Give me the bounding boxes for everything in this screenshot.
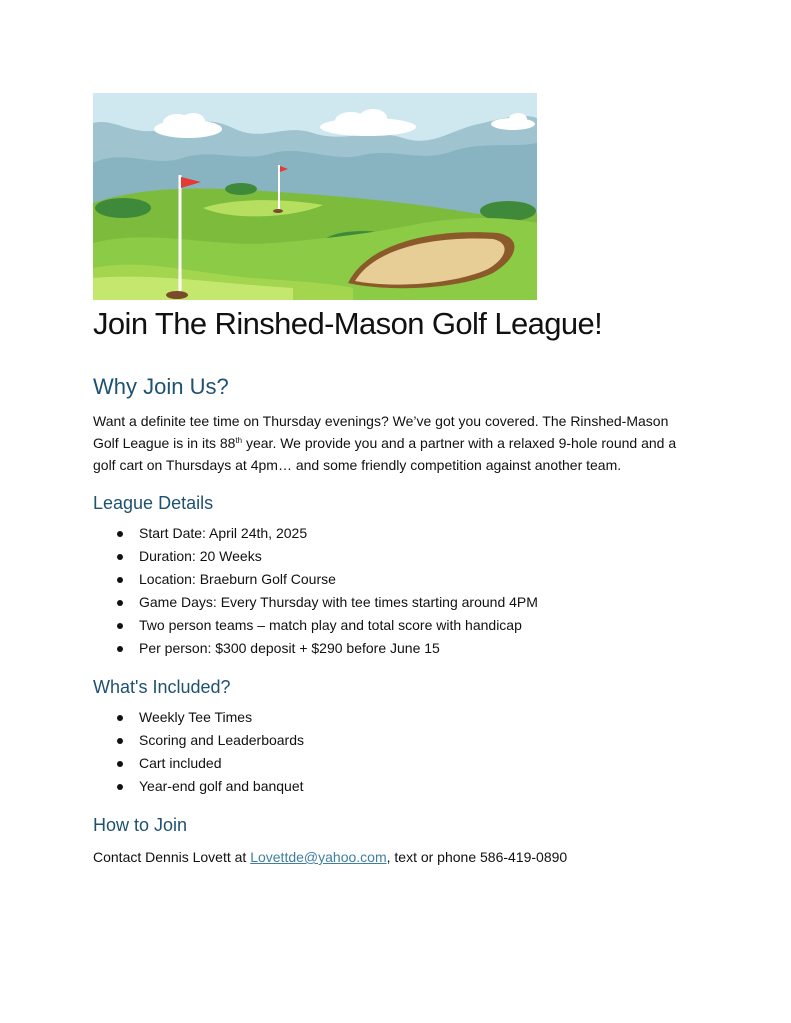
- why-text-part1: Want a definite tee time on Thursday evenings? We’ve got you covered. The Rinshed-Mason Golf League is in its 88: [93, 413, 669, 451]
- golf-course-illustration: [93, 93, 537, 300]
- flyer-page: [93, 93, 693, 868]
- league-details-list: [93, 522, 693, 660]
- league-details-heading: League Details: [93, 493, 214, 513]
- list-item: Year-end golf and banquet: [93, 775, 693, 798]
- list-item: Start Date: April 24th, 2025: [93, 522, 693, 545]
- list-item: Per person: $300 deposit + $290 before June 15: [93, 637, 693, 660]
- list-item: Scoring and Leaderboards: [93, 729, 693, 752]
- why-join-paragraph: [93, 410, 693, 476]
- list-item: Location: Braeburn Golf Course: [93, 568, 693, 591]
- list-item: Two person teams – match play and total score with handicap: [93, 614, 693, 637]
- list-item: Cart included: [93, 752, 693, 775]
- why-join-heading: Why Join Us?: [93, 374, 229, 399]
- whats-included-heading: What's Included?: [93, 677, 231, 697]
- ordinal-superscript: th: [235, 436, 243, 445]
- contact-prefix: Contact Dennis Lovett at: [93, 849, 251, 865]
- whats-included-list: [93, 706, 693, 798]
- page-title: Join The Rinshed-Mason Golf League!: [93, 306, 603, 341]
- email-link[interactable]: Lovettde@yahoo.com: [250, 849, 387, 865]
- how-to-join-heading: How to Join: [93, 815, 188, 835]
- list-item: Game Days: Every Thursday with tee times starting around 4PM: [93, 591, 693, 614]
- list-item: Duration: 20 Weeks: [93, 545, 693, 568]
- contact-paragraph: [93, 846, 693, 868]
- contact-suffix: , text or phone 586-419-0890: [386, 849, 568, 865]
- why-text-part2: year. We provide you and a partner with a relaxed 9-hole round and a golf cart on Thursdays at 4pm… and some friendly competition against another team.: [93, 435, 677, 473]
- list-item: Weekly Tee Times: [93, 706, 693, 729]
